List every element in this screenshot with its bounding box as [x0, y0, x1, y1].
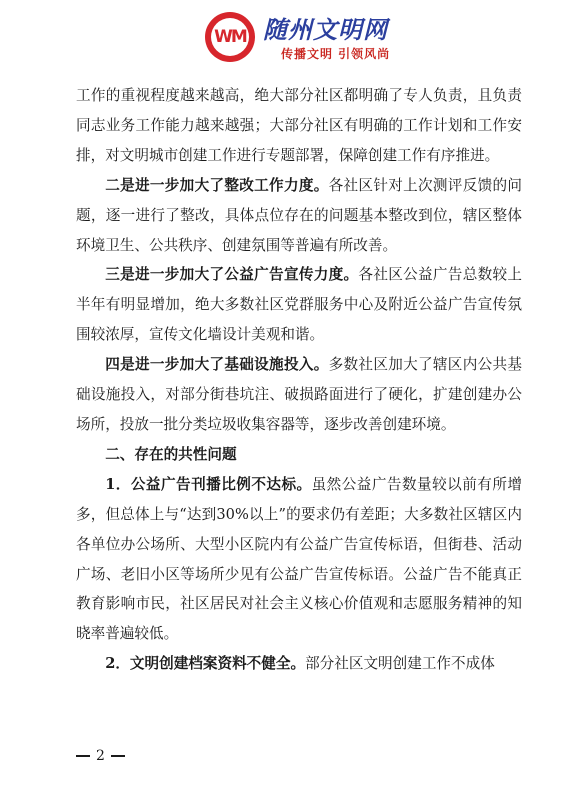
- paragraph-lead: 四是进一步加大了基础设施投入。: [105, 356, 329, 374]
- site-name: 随州文明网: [263, 16, 388, 44]
- paragraph-text: 各社区公益广告总数较上半年有明显增加，绝大多数社区党群服务中心及附近公益广告宣传氛围较浓厚，宣传文化墙设计美观和谐。: [76, 266, 522, 344]
- paragraph-text: 各社区针对上次测评反馈的问题，逐一进行了整改，具体点位存在的问题基本整改到位，辖区整体环境卫生、公共秩序、创建氛围等普遍有所改善。: [76, 176, 522, 254]
- paragraph-rectification: [76, 171, 522, 261]
- paragraph-item-1: [76, 470, 522, 649]
- page-footer: [76, 748, 125, 764]
- item-text: 部分社区文明创建工作不成体: [305, 655, 495, 673]
- site-slogan: 传播文明 引领风尚: [281, 47, 391, 61]
- site-logo[interactable]: [205, 8, 405, 66]
- item-text: 虽然公益广告数量较以前有所增多，但总体上与“达到30%以上”的要求仍有差距；大多数社区辖区内各单位办公场所、大型小区院内有公益广告宣传标语，但街巷、活动广场、老旧小区等场所少见有公益广告宣传标语。公益广告不能真正教育影响市民，社区居民对社会主义核心价值观和志愿服务精神的知晓率普遍较低。: [76, 475, 522, 643]
- logo-emblem-icon: [205, 12, 255, 62]
- logo-mark: WM: [211, 18, 249, 56]
- paragraph-lead: 二是进一步加大了整改工作力度。: [105, 176, 329, 194]
- paragraph-text: 多数社区加大了辖区内公共基础设施投入，对部分街巷坑注、破损路面进行了硬化，扩建创建办公场所，投放一批分类垃圾收集容器等，逐步改善创建环境。: [76, 356, 522, 433]
- section-heading: 二、存在的共性问题: [105, 445, 237, 463]
- dash-left: [76, 755, 90, 757]
- paragraph-infrastructure: [76, 350, 522, 440]
- page-number: 2: [96, 748, 105, 764]
- document-body: [76, 81, 522, 679]
- paragraph-lead: 三是进一步加大了公益广告宣传力度。: [105, 266, 359, 284]
- item-lead: 2．文明创建档案资料不健全。: [105, 655, 306, 673]
- paragraph-public-ads: [76, 260, 522, 350]
- paragraph-item-2: [76, 649, 522, 679]
- item-lead: 1．公益广告刊播比例不达标。: [105, 475, 312, 493]
- dash-right: [111, 755, 125, 757]
- paragraph-continued: 工作的重视程度越来越高，绝大部分社区都明确了专人负责，且负责同志业务工作能力越来越强；大部分社区有明确的工作计划和工作安排，对文明城市创建工作进行专题部署，保障创建工作有序推进。: [76, 87, 522, 164]
